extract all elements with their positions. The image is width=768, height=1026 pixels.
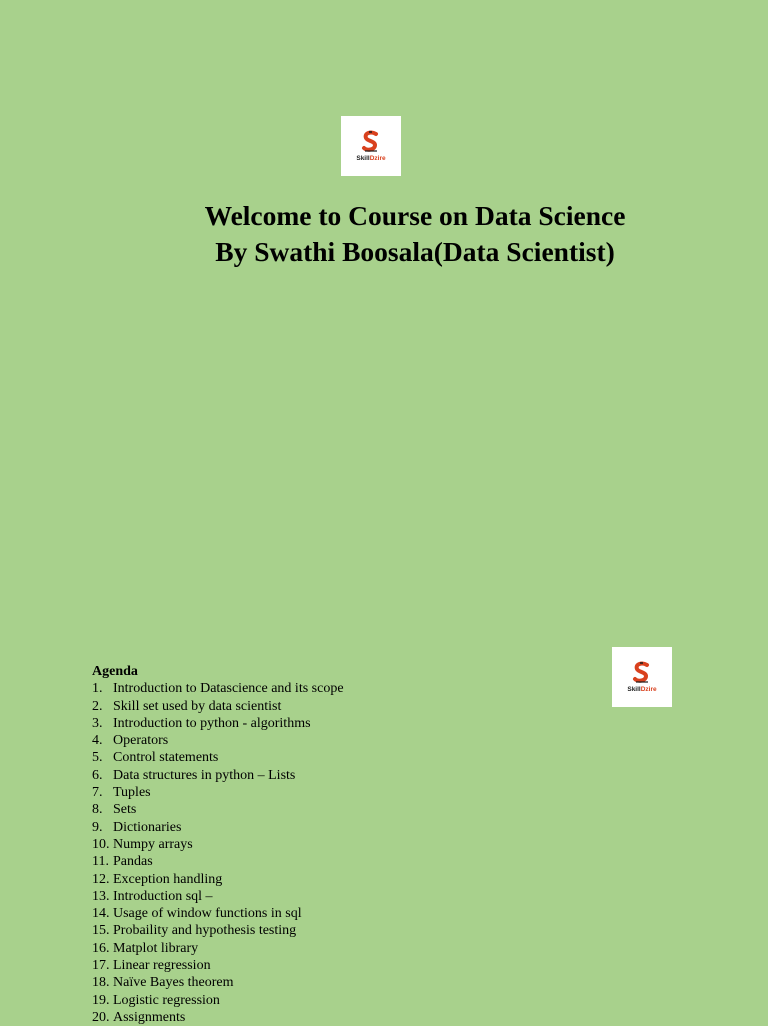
skilldzire-logo-text [356, 156, 385, 163]
agenda-item [92, 871, 344, 888]
agenda-item-text: Introduction to Datascience and its scope [113, 681, 344, 697]
agenda-item [92, 888, 344, 905]
agenda-heading: Agenda [92, 664, 138, 679]
agenda-item-text: Sets [113, 802, 137, 818]
agenda-item-text: Introduction sql – [113, 888, 213, 904]
agenda-item [92, 836, 344, 853]
agenda-item-number: 8. [92, 802, 103, 818]
agenda-item [92, 784, 344, 801]
agenda-item-number: 1. [92, 681, 103, 697]
agenda-item [92, 715, 344, 732]
agenda-item [92, 940, 344, 957]
logo-name-part2: Dzire [640, 685, 657, 693]
title-line-1: Welcome to Course on Data Science [204, 200, 626, 231]
skilldzire-logo-mark [631, 661, 653, 685]
agenda-item-text: Exception handling [113, 871, 223, 887]
agenda-item-number: 14. [92, 906, 110, 922]
agenda-item-text: Usage of window functions in sql [113, 906, 302, 922]
agenda-item-number: 12. [92, 871, 110, 887]
agenda-item [92, 974, 344, 991]
agenda-item-text: Matplot library [113, 940, 199, 956]
agenda-item-number: 19. [92, 992, 110, 1008]
agenda-item-text: Skill set used by data scientist [113, 698, 282, 714]
agenda-item [92, 853, 344, 870]
agenda-item-text: Assignments [113, 1009, 186, 1025]
page-title [150, 198, 680, 270]
agenda-item-number: 13. [92, 888, 110, 904]
agenda-item-number: 10. [92, 836, 110, 852]
skilldzire-logo-top [341, 116, 401, 176]
agenda-item-number: 11. [92, 854, 109, 870]
title-line-2: By Swathi Boosala(Data Scientist) [215, 236, 615, 267]
agenda-item-text: Logistic regression [113, 992, 220, 1008]
agenda-item [92, 957, 344, 974]
agenda-item-text: Dictionaries [113, 819, 182, 835]
agenda-item-text: Pandas [113, 854, 153, 870]
logo-name-part1: Skill [356, 154, 370, 162]
agenda-item-number: 2. [92, 698, 103, 714]
agenda-item-number: 7. [92, 785, 103, 801]
logo-name-part2: Dzire [369, 154, 386, 162]
agenda-item [92, 992, 344, 1009]
agenda-list [92, 680, 344, 1026]
agenda-item [92, 819, 344, 836]
agenda-item [92, 698, 344, 715]
skilldzire-logo-text [627, 687, 656, 694]
agenda-item [92, 922, 344, 939]
agenda-item-text: Linear regression [113, 958, 211, 974]
agenda-item-text: Data structures in python – Lists [113, 767, 296, 783]
agenda-item-number: 15. [92, 923, 110, 939]
logo-name-part1: Skill [627, 685, 641, 693]
agenda-item-number: 9. [92, 819, 103, 835]
agenda-item [92, 801, 344, 818]
agenda-item-text: Numpy arrays [113, 836, 193, 852]
agenda-item-number: 5. [92, 750, 103, 766]
agenda-item-text: Naïve Bayes theorem [113, 975, 234, 991]
agenda-item-number: 3. [92, 715, 103, 731]
agenda-item-number: 18. [92, 975, 110, 991]
agenda-item-number: 6. [92, 767, 103, 783]
agenda-item-number: 16. [92, 940, 110, 956]
agenda-item [92, 1009, 344, 1026]
agenda-item [92, 749, 344, 766]
agenda-item [92, 905, 344, 922]
agenda-item-text: Control statements [113, 750, 219, 766]
agenda-item [92, 732, 344, 749]
agenda-item-number: 17. [92, 958, 110, 974]
agenda-section [92, 663, 344, 1026]
agenda-item [92, 767, 344, 784]
skilldzire-logo-agenda [612, 647, 672, 707]
agenda-item-text: Operators [113, 733, 169, 749]
agenda-item-number: 20. [92, 1009, 110, 1025]
agenda-item-text: Introduction to python - algorithms [113, 715, 311, 731]
agenda-item-text: Tuples [113, 785, 151, 801]
agenda-item [92, 680, 344, 697]
agenda-item-text: Probaility and hypothesis testing [113, 923, 297, 939]
agenda-item-number: 4. [92, 733, 103, 749]
skilldzire-logo-mark [360, 130, 382, 154]
